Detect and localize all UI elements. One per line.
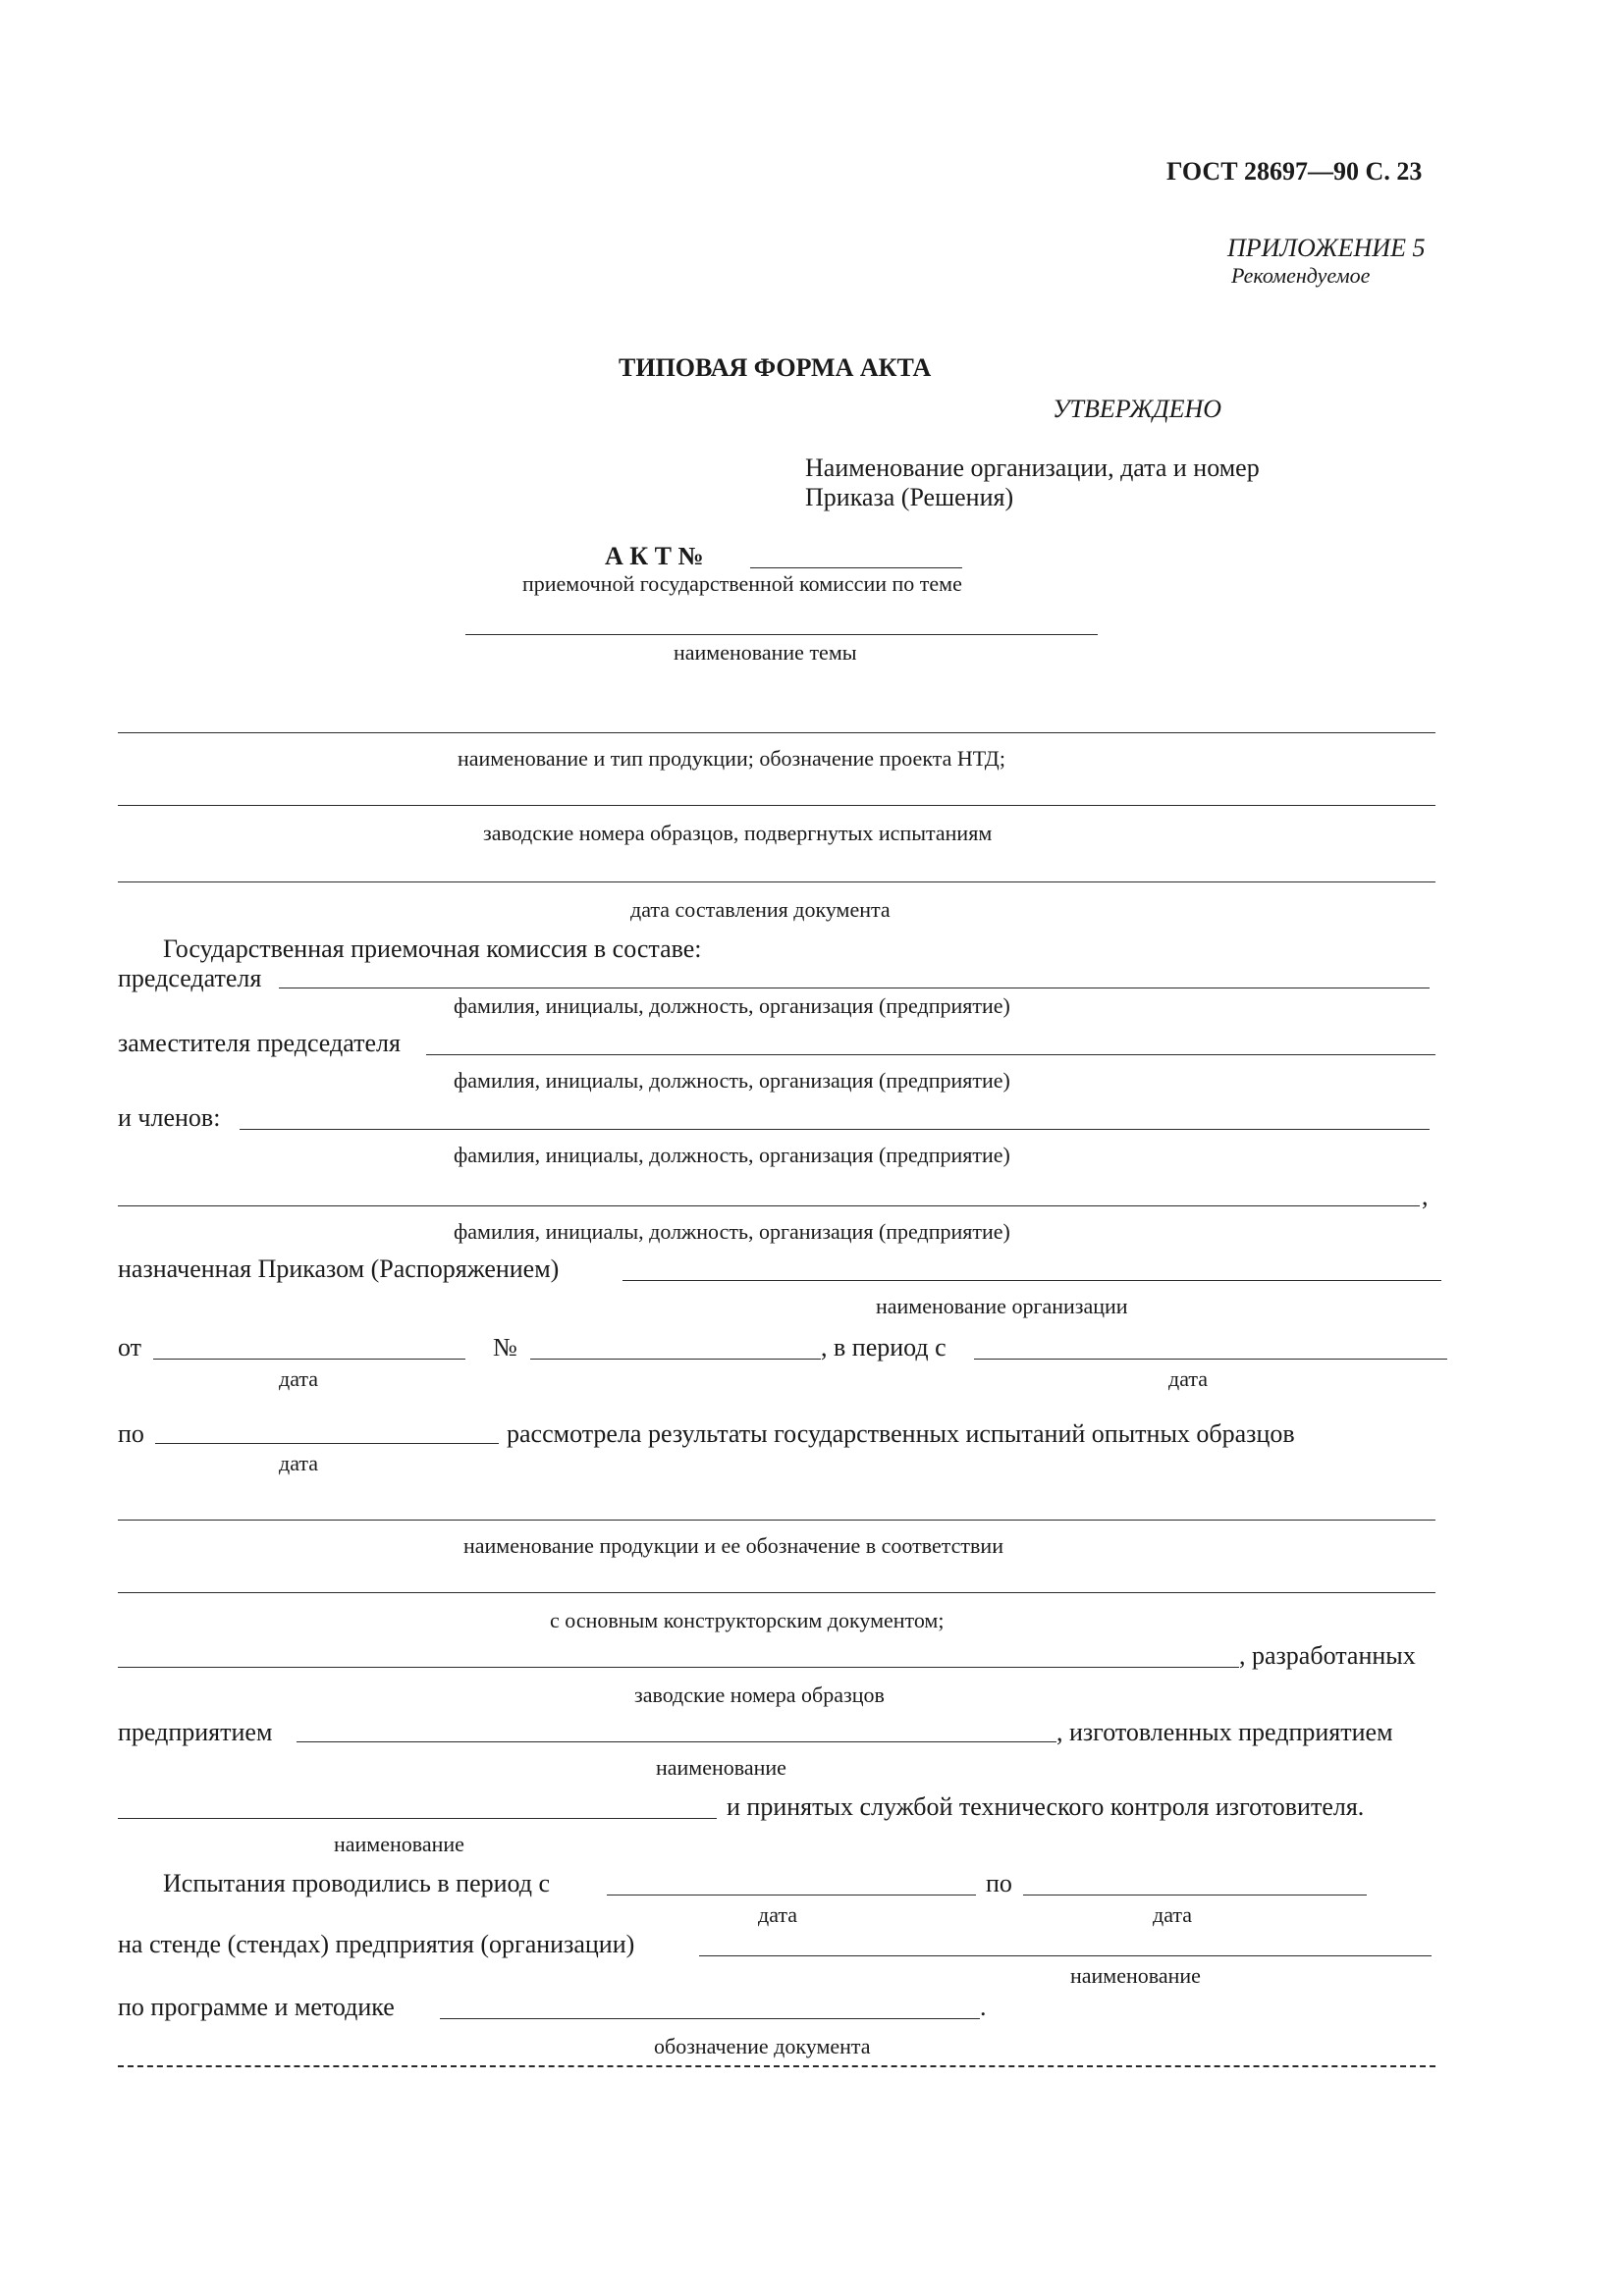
hint-product: наименование и тип продукции; обозначение проекта НТД; bbox=[458, 746, 1005, 771]
enterprise-label: предприятием bbox=[118, 1718, 273, 1746]
product-designation-line bbox=[118, 1520, 1435, 1521]
hint-serials: заводские номера образцов, подвергнутых испытаниям bbox=[483, 821, 993, 845]
tests-from-line bbox=[607, 1895, 976, 1896]
hint-product-designation: наименование продукции и ее обозначение в соответствии bbox=[463, 1533, 1003, 1558]
deputy-label: заместителя председателя bbox=[118, 1029, 401, 1057]
tests-period-text: Испытания проводились в период с bbox=[163, 1869, 551, 1897]
recommended-label: Рекомендуемое bbox=[1231, 263, 1371, 288]
serials-line bbox=[118, 805, 1435, 806]
hint-doc-designation: обозначение документа bbox=[654, 2034, 871, 2058]
act-subtitle: приемочной государственной комиссии по теме bbox=[522, 571, 962, 596]
appendix-label: ПРИЛОЖЕНИЕ 5 bbox=[1227, 234, 1426, 262]
dashed-continuation-line bbox=[118, 2065, 1435, 2067]
tests-to-label: по bbox=[986, 1869, 1012, 1897]
hint-serials-short: заводские номера образцов bbox=[634, 1682, 885, 1707]
design-doc-line bbox=[118, 1592, 1435, 1593]
members-label: и членов: bbox=[118, 1103, 221, 1132]
hint-person-4: фамилия, инициалы, должность, организация (предприятие) bbox=[454, 1219, 1010, 1244]
hint-name-3: наименование bbox=[1070, 1963, 1201, 1988]
hint-name-1: наименование bbox=[656, 1755, 786, 1780]
deputy-line bbox=[426, 1054, 1435, 1055]
manufacturer-line bbox=[118, 1818, 717, 1819]
hint-date-4: дата bbox=[758, 1902, 798, 1927]
period-label: , в период с bbox=[821, 1333, 947, 1362]
members-line bbox=[240, 1129, 1430, 1130]
topic-line bbox=[465, 634, 1098, 635]
hint-person-1: фамилия, инициалы, должность, организация (предприятие) bbox=[454, 993, 1010, 1018]
reviewed-text: рассмотрела результаты государственных испытаний опытных образцов bbox=[507, 1419, 1295, 1448]
enterprise-line bbox=[297, 1741, 1056, 1742]
order-number-line bbox=[530, 1359, 821, 1360]
act-number-line bbox=[750, 567, 962, 568]
number-sign: № bbox=[493, 1333, 517, 1362]
members-comma: , bbox=[1422, 1182, 1429, 1210]
hint-topic: наименование темы bbox=[674, 640, 857, 665]
from-label: от bbox=[118, 1333, 142, 1362]
to-date-line bbox=[155, 1443, 499, 1444]
chairman-label: председателя bbox=[118, 964, 262, 992]
appointed-label: назначенная Приказом (Распоряжением) bbox=[118, 1255, 560, 1283]
manufactured-label: , изготовленных предприятием bbox=[1056, 1718, 1393, 1746]
period-from-line bbox=[974, 1359, 1447, 1360]
developed-label: , разработанных bbox=[1239, 1641, 1416, 1670]
tests-to-line bbox=[1023, 1895, 1367, 1896]
program-period-mark: . bbox=[980, 1993, 987, 2021]
to-label: по bbox=[118, 1419, 144, 1448]
act-number-label: А К Т № bbox=[605, 542, 704, 570]
members-line-2 bbox=[118, 1205, 1420, 1206]
hint-person-3: фамилия, инициалы, должность, организация (предприятие) bbox=[454, 1143, 1010, 1167]
product-line bbox=[118, 732, 1435, 733]
hint-design-doc: с основным конструкторским документом; bbox=[550, 1608, 945, 1632]
gost-page-reference: ГОСТ 28697—90 С. 23 bbox=[1166, 157, 1423, 186]
approved-label: УТВЕРЖДЕНО bbox=[1053, 395, 1222, 423]
hint-name-2: наименование bbox=[334, 1832, 464, 1856]
form-title: ТИПОВАЯ ФОРМА АКТА bbox=[619, 353, 932, 382]
organization-line-2: Приказа (Решения) bbox=[805, 483, 1014, 511]
hint-date-2: дата bbox=[1168, 1366, 1209, 1391]
program-label: по программе и методике bbox=[118, 1993, 395, 2021]
stand-line bbox=[699, 1955, 1432, 1956]
organization-line-1: Наименование организации, дата и номер bbox=[805, 454, 1260, 482]
hint-person-2: фамилия, инициалы, должность, организация (предприятие) bbox=[454, 1068, 1010, 1093]
date-doc-line bbox=[118, 881, 1435, 882]
hint-date-doc: дата составления документа bbox=[630, 897, 891, 922]
appointed-line bbox=[622, 1280, 1441, 1281]
accepted-text: и принятых службой технического контроля изготовителя. bbox=[727, 1792, 1365, 1821]
program-line bbox=[440, 2018, 980, 2019]
commission-text: Государственная приемочная комиссия в составе: bbox=[163, 934, 702, 963]
hint-org: наименование организации bbox=[876, 1294, 1128, 1318]
from-date-line bbox=[153, 1359, 465, 1360]
hint-date-3: дата bbox=[279, 1451, 319, 1475]
hint-date-5: дата bbox=[1153, 1902, 1193, 1927]
serials-short-line bbox=[118, 1667, 1239, 1668]
stand-label: на стенде (стендах) предприятия (организации) bbox=[118, 1930, 635, 1958]
hint-date-1: дата bbox=[279, 1366, 319, 1391]
